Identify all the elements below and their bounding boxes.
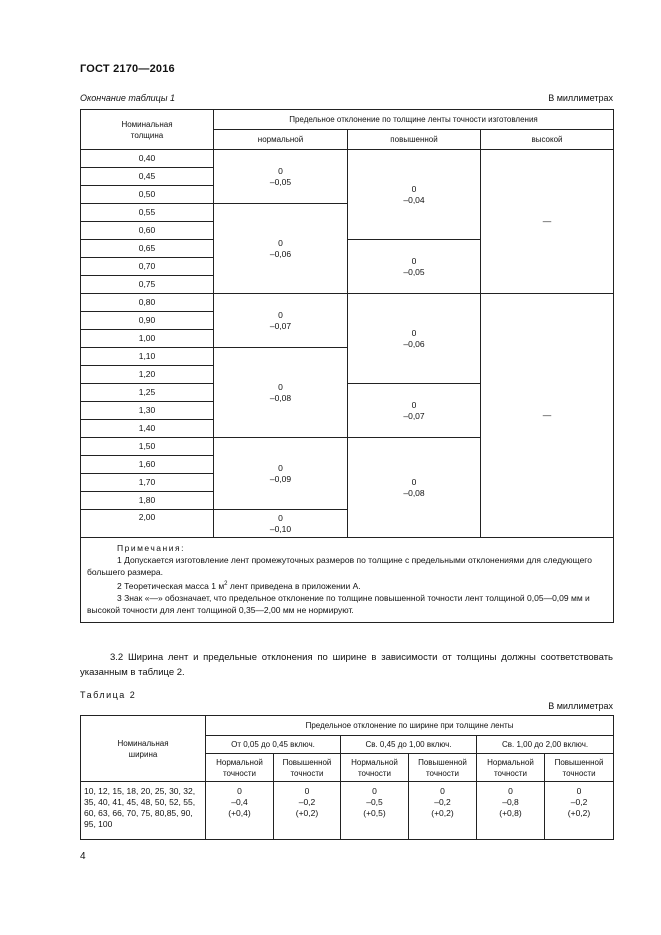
- table1-caption: Окончание таблицы 1: [80, 93, 175, 103]
- width-deviation-cell: 0 –0,8 (+0,8): [477, 782, 545, 840]
- table1-notes: [81, 538, 614, 623]
- note-1: 1 Допускается изготовление лент промежуточных размеров по толщине с предельными отклонениями для следующего большего размера.: [87, 555, 592, 577]
- high-deviation-cell: 0 –0,06: [348, 294, 481, 384]
- thickness-cell: 0,45: [81, 168, 214, 186]
- thickness-cell: 1,10: [81, 348, 214, 366]
- width-deviation-cell: 0 –0,4 (+0,4): [206, 782, 274, 840]
- thickness-cell: 1,40: [81, 420, 214, 438]
- thickness-cell: 0,40: [81, 150, 214, 168]
- thickness-cell: 0,55: [81, 204, 214, 222]
- header-nominal-thickness: Номинальная толщина: [81, 110, 214, 150]
- normal-deviation-cell: 0 –0,05: [214, 150, 348, 204]
- width-deviation-cell: 0 –0,2 (+0,2): [409, 782, 477, 840]
- thickness-cell: 1,70: [81, 474, 214, 492]
- top-deviation-cell: —: [481, 294, 614, 538]
- section-paragraph: 3.2 Ширина лент и предельные отклонения по ширине в зависимости от толщины должны соответствовать указанным в таблице 2.: [80, 652, 613, 678]
- high-accuracy-header: Повышенной точности: [274, 754, 341, 782]
- thickness-cell: 2,00: [81, 510, 214, 538]
- thickness-cell: 0,80: [81, 294, 214, 312]
- normal-deviation-cell: 0 –0,08: [214, 348, 348, 438]
- thickness-cell: 1,00: [81, 330, 214, 348]
- table2: [80, 715, 614, 840]
- high-accuracy-header: Повышенной точности: [409, 754, 477, 782]
- top-deviation-cell: —: [481, 150, 614, 294]
- note-2: 2 Теоретическая масса 1 $м^2$ лент приведена в приложении А.: [117, 580, 361, 591]
- header-normal: нормальной: [214, 130, 348, 150]
- table1-unit: В миллиметрах: [548, 93, 613, 103]
- document-header: ГОСТ 2170—2016: [80, 63, 175, 75]
- thickness-cell: 0,65: [81, 240, 214, 258]
- table2-caption: Таблица 2: [80, 690, 137, 700]
- width-deviation-cell: 0 –0,2 (+0,2): [545, 782, 614, 840]
- normal-deviation-cell: 0 –0,10: [214, 510, 348, 538]
- note-3: 3 Знак «—» обозначает, что предельное отклонение по толщине повышенной точности лент толщиной 0,05—0,09 мм и высокой точности для лент толщиной 0,35—2,00 мм не нормируют.: [87, 592, 590, 615]
- page-number: 4: [80, 851, 86, 862]
- header-deviation-group: Предельное отклонение по толщине ленты точности изготовления: [214, 110, 614, 130]
- table1: [80, 109, 614, 623]
- thickness-cell: 0,75: [81, 276, 214, 294]
- thickness-cell: 0,60: [81, 222, 214, 240]
- high-deviation-cell: 0 –0,05: [348, 240, 481, 294]
- thickness-cell: 1,30: [81, 402, 214, 420]
- range-header: От 0,05 до 0,45 включ.: [206, 736, 341, 754]
- high-deviation-cell: 0 –0,04: [348, 150, 481, 240]
- normal-accuracy-header: Нормальной точности: [477, 754, 545, 782]
- normal-accuracy-header: Нормальной точности: [206, 754, 274, 782]
- thickness-cell: 1,60: [81, 456, 214, 474]
- range-header: Св. 0,45 до 1,00 включ.: [341, 736, 477, 754]
- header-width-deviation-group: Предельное отклонение по ширине при толщине ленты: [206, 716, 614, 736]
- width-list: 10, 12, 15, 18, 20, 25, 30, 32, 35, 40, 41, 45, 48, 50, 52, 55, 60, 63, 66, 70, 75, 80,85, 90, 95, 100: [81, 782, 206, 840]
- width-deviation-cell: 0 –0,5 (+0,5): [341, 782, 409, 840]
- thickness-cell: 1,20: [81, 366, 214, 384]
- normal-accuracy-header: Нормальной точности: [341, 754, 409, 782]
- width-deviation-cell: 0 –0,2 (+0,2): [274, 782, 341, 840]
- high-deviation-cell: 0 –0,08: [348, 438, 481, 538]
- normal-deviation-cell: 0 –0,07: [214, 294, 348, 348]
- header-nominal-width: Номинальная ширина: [81, 716, 206, 782]
- header-high: повышенной: [348, 130, 481, 150]
- thickness-cell: 0,50: [81, 186, 214, 204]
- high-deviation-cell: 0 –0,07: [348, 384, 481, 438]
- normal-deviation-cell: 0 –0,06: [214, 204, 348, 294]
- thickness-cell: 0,90: [81, 312, 214, 330]
- high-accuracy-header: Повышенной точности: [545, 754, 614, 782]
- header-top: высокой: [481, 130, 614, 150]
- normal-deviation-cell: 0 –0,09: [214, 438, 348, 510]
- thickness-cell: 0,70: [81, 258, 214, 276]
- thickness-cell: 1,80: [81, 492, 214, 510]
- table2-unit: В миллиметрах: [548, 701, 613, 711]
- range-header: Св. 1,00 до 2,00 включ.: [477, 736, 614, 754]
- thickness-cell: 1,50: [81, 438, 214, 456]
- thickness-cell: 1,25: [81, 384, 214, 402]
- notes-title: Примечания:: [117, 543, 185, 553]
